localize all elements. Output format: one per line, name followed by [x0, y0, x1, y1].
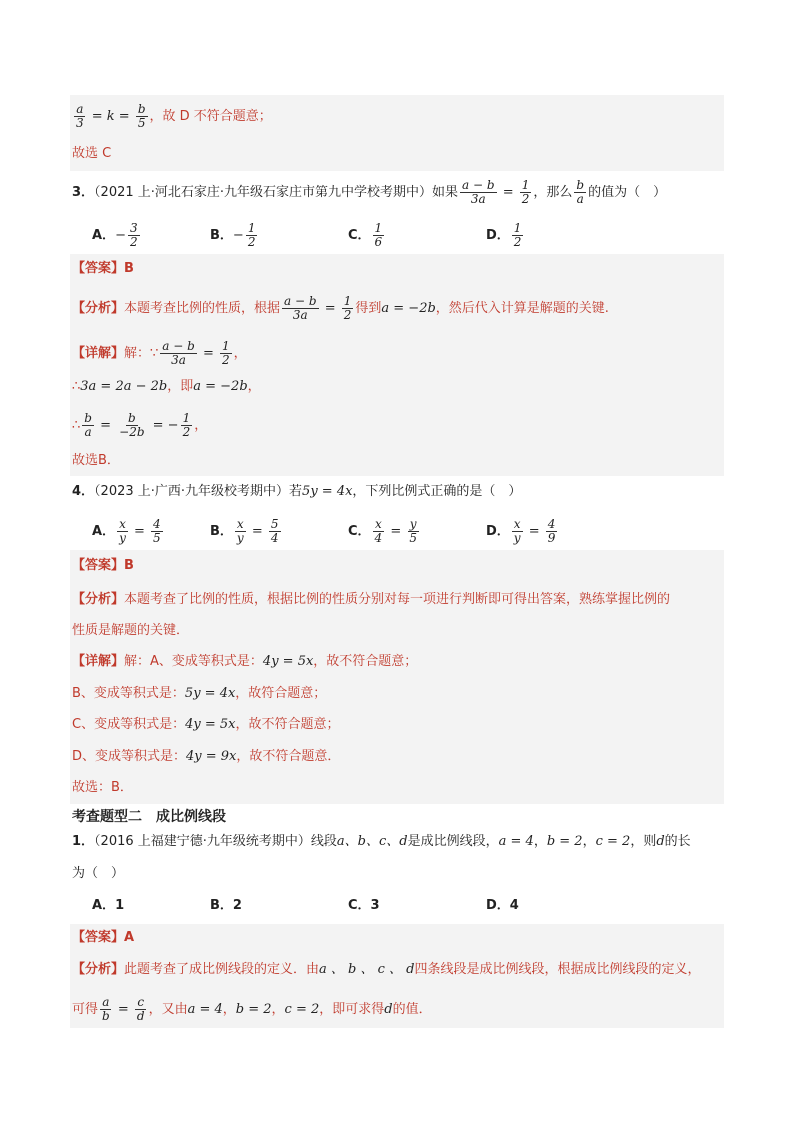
fraction: $\frac{x}{y}$	[236, 517, 244, 545]
top-line-1: $\frac{a}{3}$ = k = $\frac{b}{5}$ ，故 D 不符合题意；	[76, 102, 272, 130]
q3-conclusion: 故选B．	[72, 453, 120, 468]
top-line-2: 故选 C	[72, 146, 112, 161]
question-4-stem: 4．（2023 上·广西·九年级校考期中）若5y = 4x，下列比例式正确的是（ ）	[72, 484, 522, 499]
q1-option-c[interactable]: C．3	[348, 898, 380, 913]
q1-analysis-1: 【分析】此题考查了成比例线段的定义．由a 、 b 、 c 、 d四条线段是成比例线段，根据成比例线段的定义，	[72, 962, 701, 977]
q4-option-c[interactable]: C． $\frac{x}{4}$ = $\frac{y}{5}$	[348, 517, 417, 545]
q3-option-a[interactable]: A．− $\frac{3}{2}$	[92, 221, 138, 249]
question-3-stem: 3．（2021 上·河北石家庄·九年级石家庄市第九中学校考期中）如果 $\frac{a - b}{3a}$ = $\frac{1}{2}$ ，那么 $\frac{b}{a}$ 的值为（ ）	[72, 178, 667, 206]
q3-option-b[interactable]: B．− $\frac{1}{2}$	[210, 221, 256, 249]
q4-option-d[interactable]: D． $\frac{x}{y}$ = $\frac{4}{9}$	[486, 517, 556, 545]
q3-answer: 【答案】B	[72, 261, 134, 276]
q4-detail-3: C、变成等积式是：4y = 5x，故不符合题意；	[72, 717, 340, 732]
question-1-stem-1: 1．（2016 上福建宁德·九年级统考期中）线段a、b、c、d是成比例线段，a = 4，b = 2，c = 2，则d的长	[72, 834, 691, 849]
q4-detail-4: D、变成等积式是：4y = 9x，故不符合题意．	[72, 749, 341, 764]
q3-option-c[interactable]: C． $\frac{1}{6}$	[348, 221, 383, 249]
fraction: $\frac{y}{5}$	[409, 517, 417, 545]
q3-analysis: 【分析】本题考查比例的性质，根据 $\frac{a - b}{3a}$ = $\frac{1}{2}$ 得到a = −2b，然后代入计算是解题的关键.	[72, 294, 609, 322]
q1-option-d[interactable]: D．4	[486, 898, 519, 913]
fraction: $\frac{4}{5}$	[153, 517, 161, 545]
question-1-stem-2: 为（ ）	[72, 866, 125, 881]
q1-analysis-2: 可得 $\frac{a}{b}$ = $\frac{c}{d}$ ，又由a = 4，b = 2，c = 2，即可求得d的值．	[72, 995, 432, 1023]
q4-detail-1: 【详解】解：A、变成等积式是：4y = 5x，故不符合题意；	[72, 654, 418, 669]
fraction: $\frac{1}{2}$	[182, 411, 191, 439]
fraction: $\frac{1}{2}$	[513, 221, 522, 249]
fraction: $\frac{1}{2}$	[222, 339, 230, 367]
fraction: $\frac{1}{6}$	[374, 221, 383, 249]
fraction: $\frac{x}{y}$	[513, 517, 521, 545]
fraction: $\frac{a - b}{3a}$	[284, 294, 317, 322]
fraction: $\frac{4}{9}$	[547, 517, 556, 545]
q1-option-a[interactable]: A．1	[92, 898, 125, 913]
fraction: $\frac{a - b}{3a}$	[462, 178, 495, 206]
q1-answer: 【答案】A	[72, 930, 135, 945]
fraction: $\frac{x}{y}$	[119, 517, 126, 545]
fraction: $\frac{b}{a}$	[84, 411, 92, 439]
fraction: $\frac{b}{5}$	[137, 102, 146, 130]
fraction: $\frac{c}{d}$	[136, 995, 145, 1023]
fraction: $\frac{a}{b}$	[102, 995, 110, 1023]
section-heading: 考查题型二 成比例线段	[72, 809, 226, 825]
q3-detail-1: 【详解】解：∵ $\frac{a - b}{3a}$ = $\frac{1}{2}$ ，	[72, 339, 247, 367]
q1-option-b[interactable]: B．2	[210, 898, 242, 913]
q4-option-a[interactable]: A． $\frac{x}{y}$ = $\frac{4}{5}$	[92, 517, 161, 545]
q3-option-d[interactable]: D． $\frac{1}{2}$	[486, 221, 522, 249]
fraction: $\frac{a}{3}$	[76, 102, 84, 130]
q4-analysis-1: 【分析】本题考查了比例的性质，根据比例的性质分别对每一项进行判断即可得出答案，熟练掌握比例的	[72, 592, 671, 607]
fraction: $\frac{1}{2}$	[521, 178, 530, 206]
q4-option-b[interactable]: B． $\frac{x}{y}$ = $\frac{5}{4}$	[210, 517, 279, 545]
q3-detail-3: ∴ $\frac{b}{a}$ = $\frac{b}{-2b}$ = − $\frac{1}{2}$ ，	[72, 411, 208, 439]
fraction: $\frac{1}{2}$	[343, 294, 352, 322]
q4-analysis-2: 性质是解题的关键．	[72, 623, 190, 638]
fraction: $\frac{5}{4}$	[270, 517, 279, 545]
fraction: $\frac{b}{-2b}$	[119, 411, 145, 439]
fraction: $\frac{3}{2}$	[129, 221, 138, 249]
fraction: $\frac{1}{2}$	[247, 221, 256, 249]
q4-answer: 【答案】B	[72, 558, 134, 573]
q4-detail-2: B、变成等积式是：5y = 4x，故符合题意；	[72, 686, 327, 701]
fraction: $\frac{a - b}{3a}$	[162, 339, 195, 367]
q3-detail-2: ∴3a = 2a − 2b，即a = −2b，	[72, 379, 261, 394]
fraction: $\frac{b}{a}$	[576, 178, 585, 206]
q4-conclusion: 故选：B．	[72, 780, 133, 795]
fraction: $\frac{x}{4}$	[374, 517, 383, 545]
